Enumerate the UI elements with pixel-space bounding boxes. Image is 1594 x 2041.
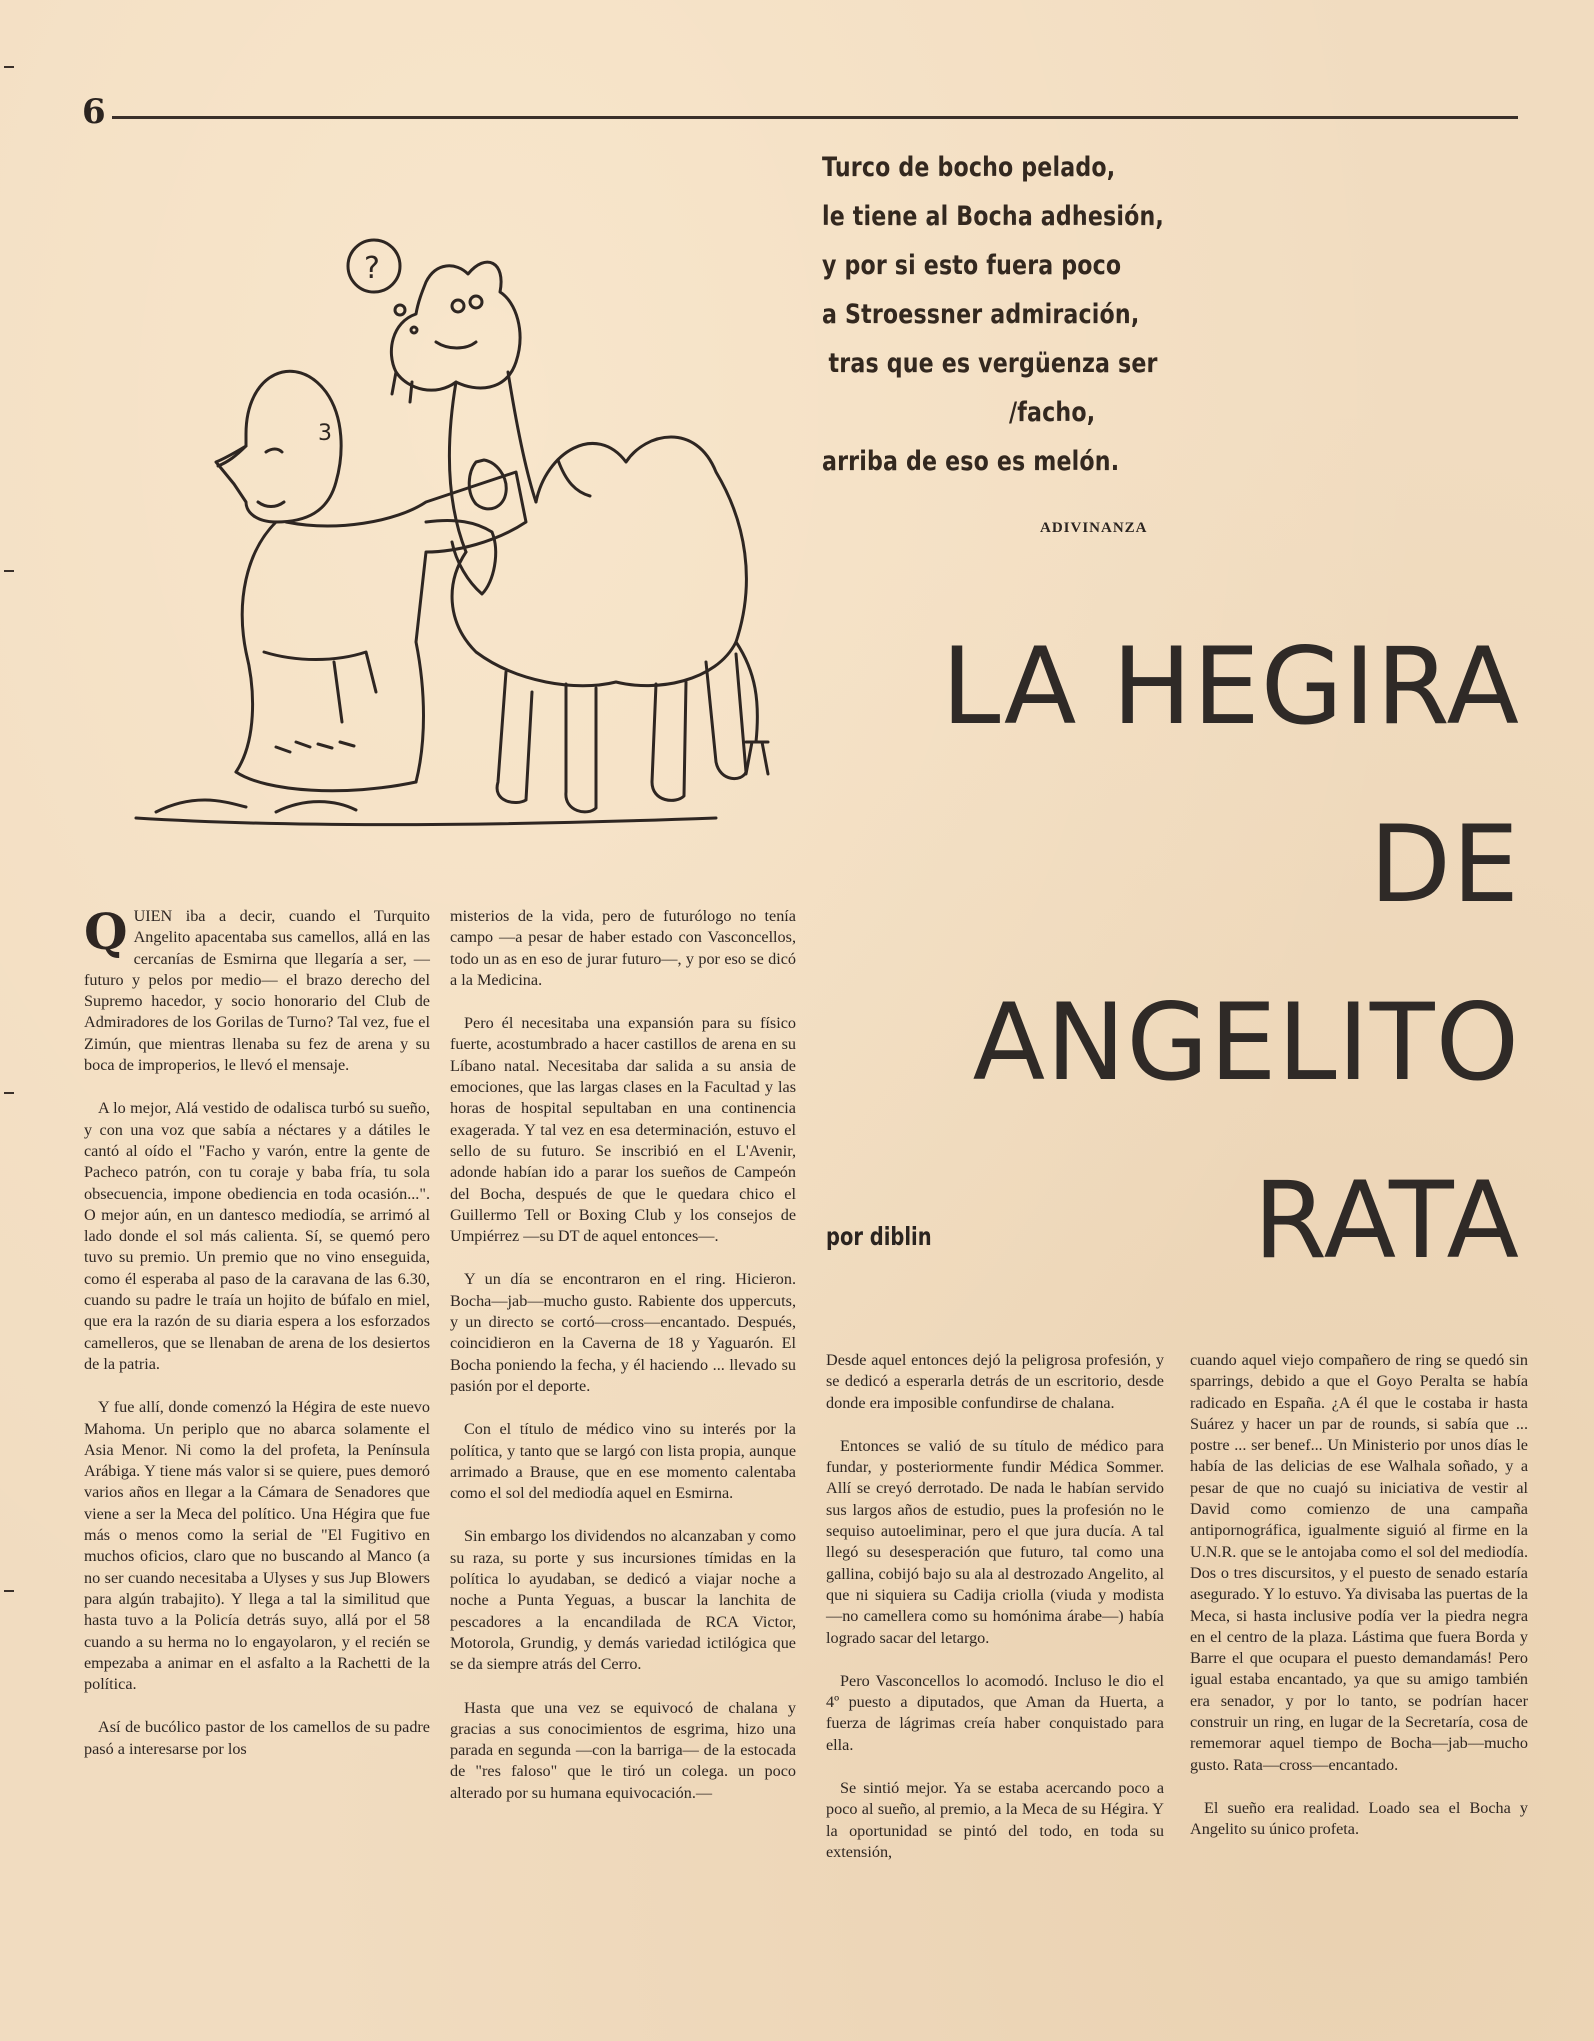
article-paragraph: Hasta que una vez se equivocó de chalana y gracias a sus conocimientos de esgrima, hizo una parada en segunda —con la barriga— de la estocada de "res faloso" que le tiró un colega. un poco alterado por su humana equivocación.— bbox=[450, 1698, 796, 1802]
svg-text:3: 3 bbox=[318, 421, 332, 446]
title-line: LA HEGIRA bbox=[941, 625, 1520, 748]
article-column-1 bbox=[84, 902, 430, 1782]
margin-mark bbox=[4, 1590, 14, 1592]
article-paragraph: Se sintió mejor. Ya se estaba acercando poco a poco al sueño, al premio, a la Meca de su Hégira. Y la oportunidad se pintó del todo, en toda su extensión, bbox=[826, 1779, 1164, 1861]
title-line: RATA bbox=[1253, 1159, 1520, 1282]
caricature-camel-icon bbox=[96, 222, 796, 828]
header-rule bbox=[112, 116, 1518, 119]
article-column-4 bbox=[1190, 1350, 1528, 1863]
thought-bubble-text: ? bbox=[364, 251, 380, 286]
verse-line: arriba de eso es melón. bbox=[822, 446, 1120, 477]
article-title bbox=[941, 598, 1520, 1310]
article-paragraph: misterios de la vida, pero de futurólogo no tenía campo —a pesar de haber estado con Vasconcellos, todo un as en eso de jurar futuro—, y por eso se dicó a la Medicina. bbox=[450, 907, 796, 989]
article-paragraph: Sin embargo los dividendos no alcanzaban y como su raza, su porte y sus incursiones tímidas en la política lo ayudaban, se dedicó a viajar noche a noche a Punta Yeguas, a buscar la lanchita de pescadores a la encandilada de RCA Victor, Motorola, Grundig, y demás variedad ictilógica que se da siempre atrás del Cerro. bbox=[450, 1527, 796, 1674]
article-column-2 bbox=[450, 906, 796, 1826]
byline: por diblin bbox=[826, 1222, 932, 1251]
article-paragraph: Pero él necesitaba una expansión para su físico fuerte, acostumbrado a hacer castillos de arena en su Líbano natal. Necesitaba dar salida a su ansia de emociones, que las largas clases en la Facultad y las horas de hospital sepultaban en una continencia exagerada. Y tal vez en esa determinación, estuvo el sello de su futuro. Se inscribió en el L'Avenir, adonde habían ido a parar los sueños de Campeón del Bocha, después de que le quedara chico el Guillermo Tell or Boxing Club y los consejos de Umpiérrez —su DT de aquel entonces—. bbox=[450, 1014, 796, 1246]
article-paragraph: cuando aquel viejo compañero de ring se quedó sin sparrings, debido a que el Goyo Peralta se había radicado en España. ¿A él que le costaba ir hasta Suárez y hacer un par de rounds, si sabía que ... postre ... ser benef... Un Ministerio por unos días le había de las delicias de ese Walhala soñado, y a pesar de que no cuajó su iniciativa de vestir al David como comienzo de una campaña antipornográfica, igualmente siguió al firme en la U.N.R. que se le antojaba como el sol del mediodía. Dos o tres discursitos, y el puesto de senado estaría asegurado. Y lo estuvo. Ya divisaba las puertas de la Meca, si hasta inclusive podía ver la piedra negra en el centro de la plaza. Lástima que fuera Borda y Barre el que ocupara el puesto demandamás! Pero igual estaba encantado, ya que su amigo también era senador, y por lo tanto, se podrían hacer construir un ring, en lugar de la Secretaría, cosa de rememorar aquel tiempo de Bocha—jab—mucho gusto. Rata—cross—encantado. bbox=[1190, 1351, 1528, 1774]
verse-line: le tiene al Bocha adhesión, bbox=[822, 201, 1164, 232]
article-paragraph: Desde aquel entonces dejó la peligrosa profesión, y se dedicó a esperarla detrás de un escritorio, desde donde era imposible confundirse de chalana. bbox=[826, 1351, 1164, 1412]
article-paragraph: Con el título de médico vino su interés por la política, y tanto que se largó con lista propia, aunque arrimado a Brause, que en ese momento calentaba como el sol del mediodía aquel en Esmirna. bbox=[450, 1420, 796, 1503]
verse-line: y por si esto fuera poco bbox=[822, 250, 1122, 281]
drop-cap: Q bbox=[84, 902, 128, 961]
page-number: 6 bbox=[82, 92, 106, 132]
title-line: DE bbox=[1369, 803, 1520, 926]
margin-mark bbox=[4, 66, 14, 68]
margin-mark bbox=[4, 1092, 14, 1094]
article-paragraph: A lo mejor, Alá vestido de odalisca turbó su sueño, y con una voz que sabía a néctares y a dátiles le cantó al oído el "Facho y varón, entre la gente de Pacheco patrón, con tu coraje y baba fría, tu sola obsecuencia, impone obediencia en toda ocasión...". O mejor aún, en un dantesco mediodía, se arrimó al lado donde el sol más calienta. Sí, se quemó pero tuvo su premio. Un premio que no vino enseguida, como él esperaba al paso de la caravana de las 6.30, cuando su padre le traía un hojito de búfalo en miel, que era la razón de su diaria espera a los esforzados camelleros, que se llenaban de arena de los desiertos de la patria. bbox=[84, 1099, 430, 1373]
article-paragraph: Pero Vasconcellos lo acomodó. Incluso le dio el 4º puesto a diputados, que Aman da Huerta, a fuerza de lágrimas creía haber conquistado para ella. bbox=[826, 1671, 1164, 1754]
article-paragraph: QUIEN iba a decir, cuando el Turquito Angelito apacentaba sus camellos, allá en las cercanías de Esmirna que llegaría a ser, —futuro y pelos por medio— el brazo derecho del Supremo hacedor, y socio honorario del Club de Admiradores de los Gorilas de Turno? Tal vez, fue el Zimún, que mientras llenaba su fez de arena y su boca de improperios, le llevó el mensaje. bbox=[84, 902, 430, 1075]
article-paragraph: Y un día se encontraron en el ring. Hicieron. Bocha—jab—mucho gusto. Rabiente dos uppercuts, y un directo se cortó—cross—encantado. Después, coincidieron en la Caverna de 18 y Yaguarón. El Bocha poniendo la fecha, y él haciendo ... llevado su pasión por el deporte. bbox=[450, 1270, 796, 1395]
verse-line: /facho, bbox=[1008, 397, 1096, 428]
title-line: ANGELITO bbox=[972, 981, 1520, 1104]
article-paragraph: El sueño era realidad. Loado sea el Bocha y Angelito su único profeta. bbox=[1190, 1798, 1528, 1839]
verse-line: tras que es vergüenza ser bbox=[828, 348, 1158, 379]
verse-line: Turco de bocho pelado, bbox=[822, 152, 1116, 183]
verse-block bbox=[822, 143, 1265, 486]
article-paragraph: Así de bucólico pastor de los camellos de su padre pasó a interesarse por los bbox=[84, 1718, 430, 1758]
article-paragraph: Entonces se valió de su título de médico para fundar, y posteriormente fundir Médica Sommer. Allí se creyó derrotado. De nada le habían servido sus largos años de estudio, pues la profesión no le sequiso autoeliminar, pero el que jura ducía. A tal llegó su desesperación que futuro, tal como una gallina, cobijó bajo su ala al destrozado Angelito, al que ni siquiera su Cadija criolla (viuda y modista —no camellera como su homónima árabe—) había logrado sacar del letargo. bbox=[826, 1436, 1164, 1647]
margin-mark bbox=[4, 570, 14, 572]
article-paragraph: Y fue allí, donde comenzó la Hégira de este nuevo Mahoma. Un periplo que no abarca solamente el Asia Menor. Ni como la del profeta, la Península Arábiga. Y tiene más valor si se quiere, pues demoró varios años en llegar a la Cámara de Senadores que viene a ser la Meca del político. Una Hégira que fue más o menos como la serial de "El Fugitivo en muchos oficios, claro que no buscando al Manco (a no ser cuando necesitaba a Ulyses y sus Jup Blowers para algún trabajito). Y llega a tal la similitud que hasta tuvo a la Policía detrás suyo, allá por el 58 cuando a su herma no lo engayolaron, y el recién se empezaba a animar en el asfalto a la Rachetti de la política. bbox=[84, 1398, 430, 1694]
caricature-illustration bbox=[96, 222, 796, 828]
article-column-3 bbox=[826, 1350, 1164, 1885]
verse-attribution: ADIVINANZA bbox=[1040, 520, 1148, 536]
verse-line: a Stroessner admiración, bbox=[822, 299, 1140, 330]
